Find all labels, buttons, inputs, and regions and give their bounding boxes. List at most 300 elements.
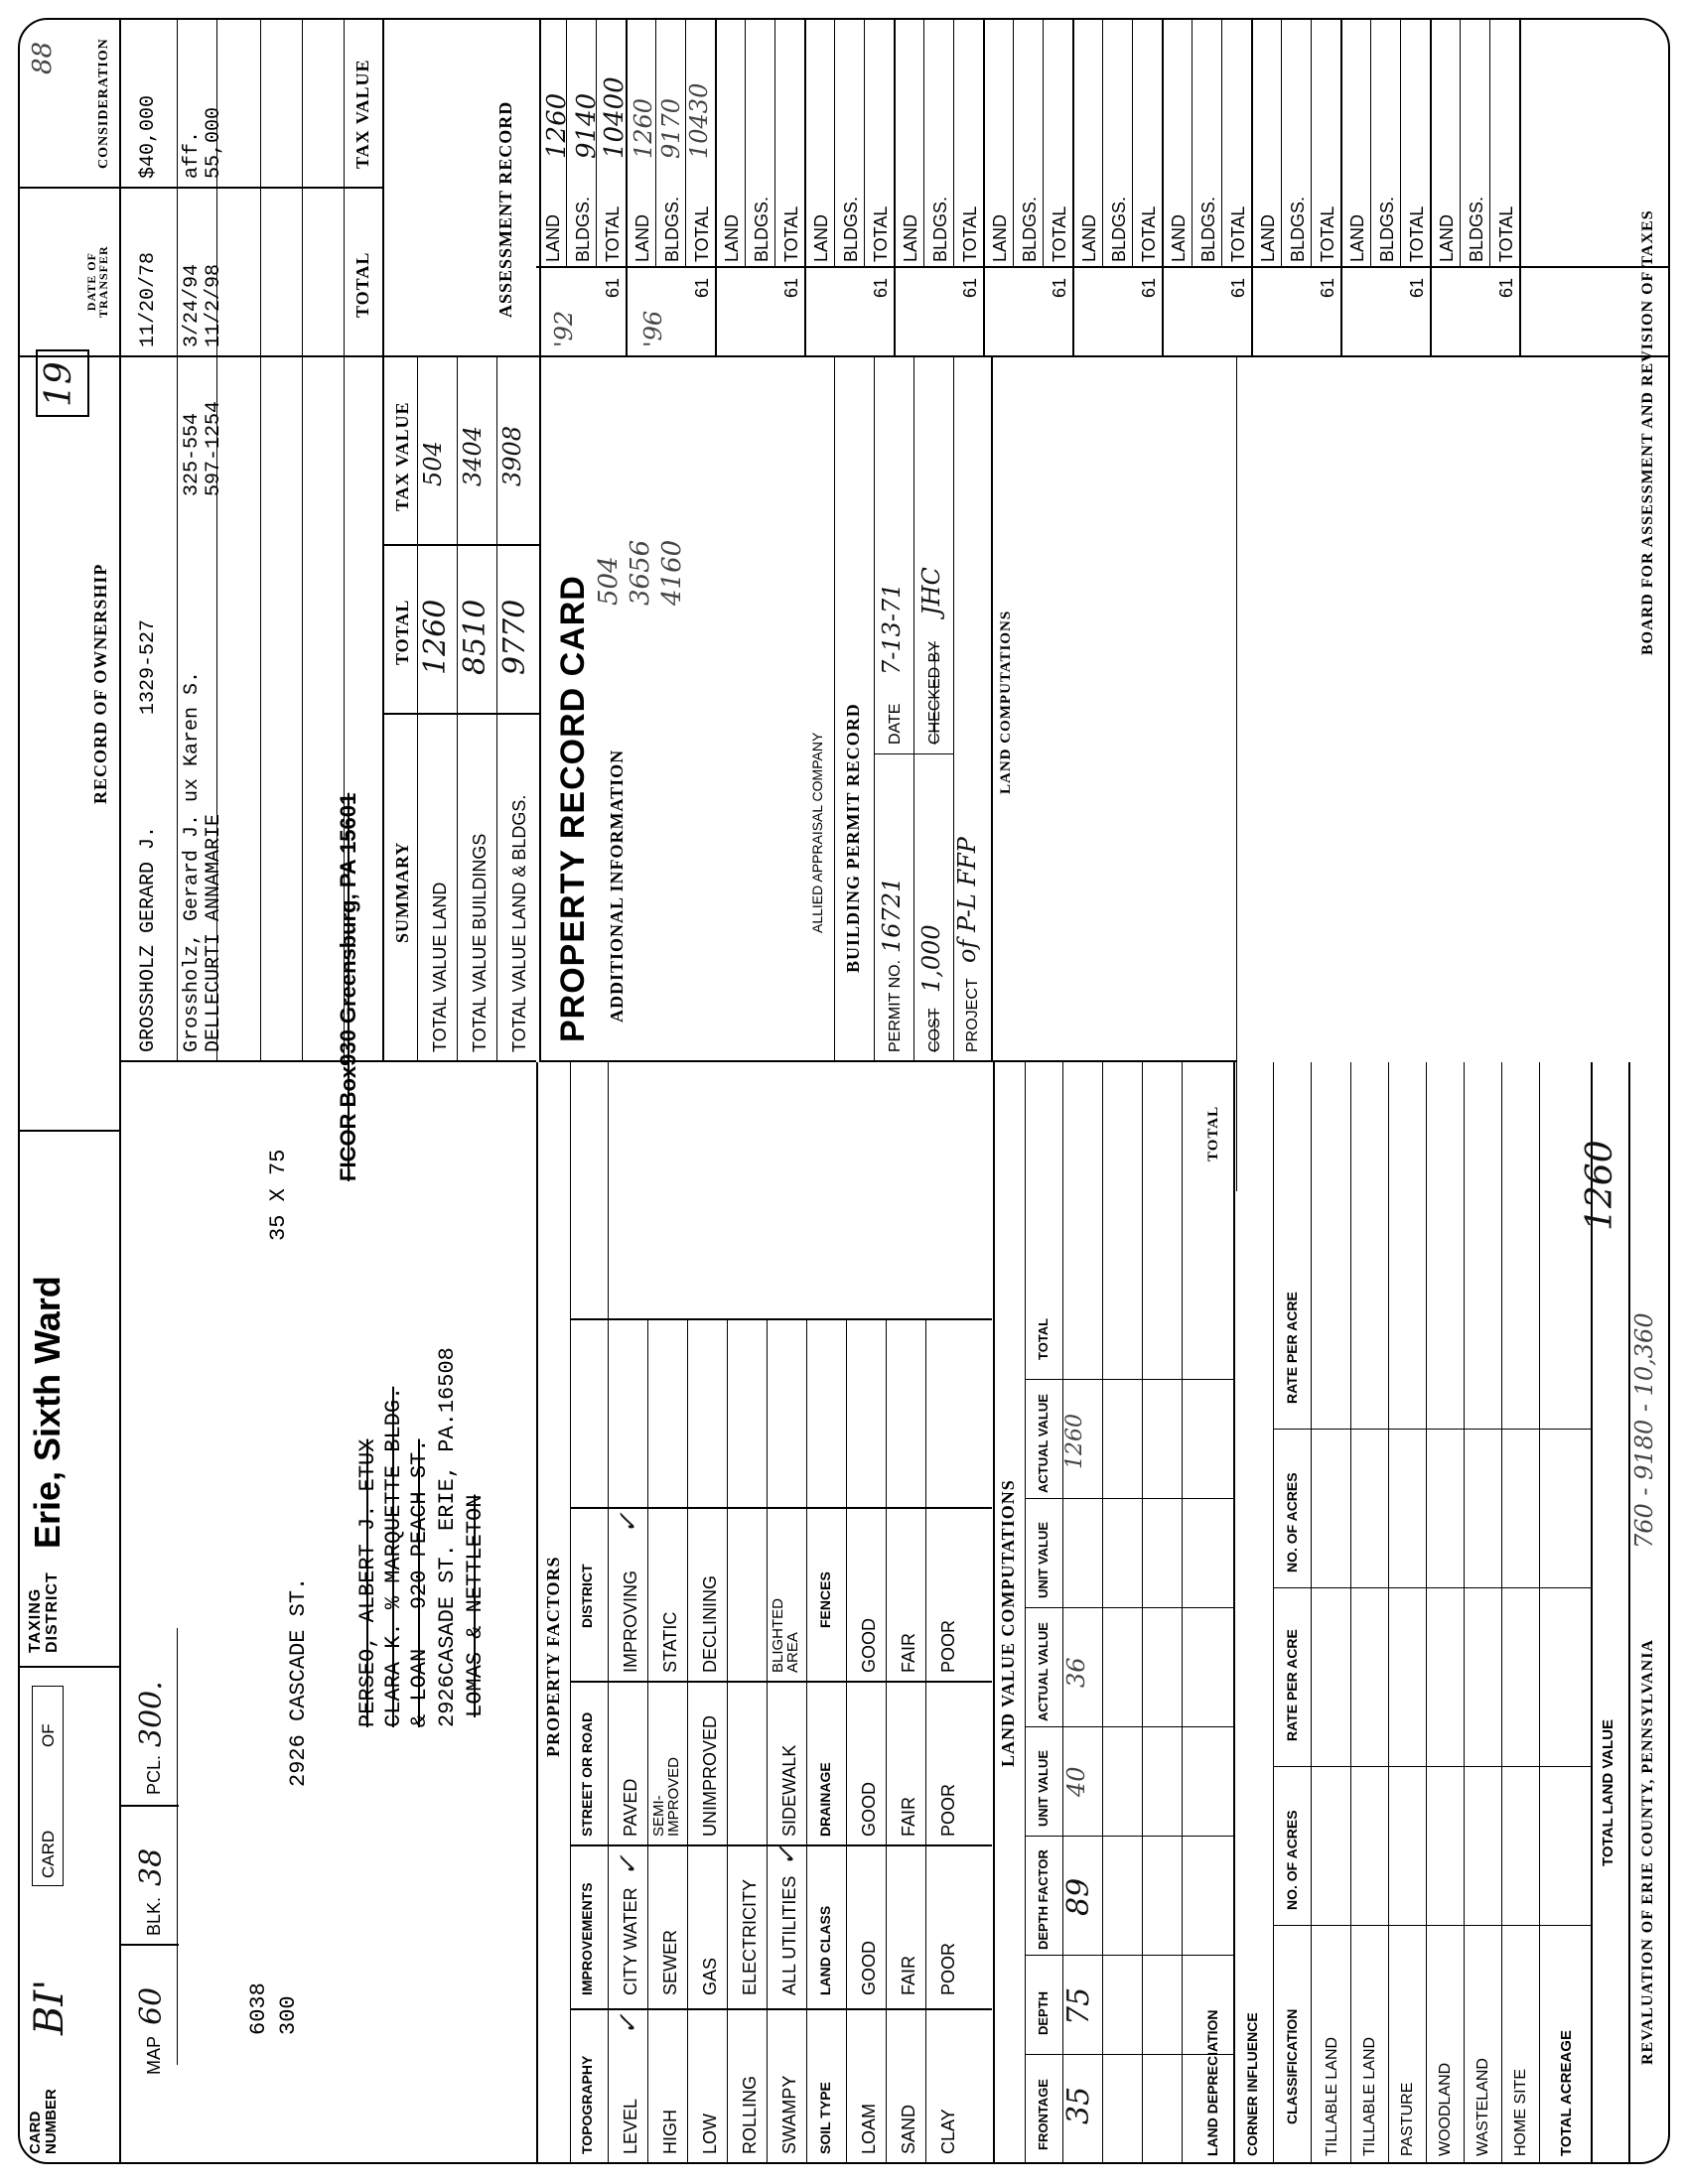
assess-total-9: TOTAL bbox=[1318, 205, 1337, 262]
summary-tax-header: TAX VALUE bbox=[392, 401, 412, 511]
class-woodland: WOODLAND bbox=[1437, 2062, 1454, 2156]
assess-bldg-3: BLDGS. bbox=[752, 196, 772, 262]
owner-row3-book: 597-1254 bbox=[203, 400, 225, 496]
assess-bldg-2: BLDGS. bbox=[662, 196, 682, 262]
summary-total-header: TOTAL bbox=[392, 599, 412, 665]
assess-l8 bbox=[864, 20, 865, 268]
lv-col2 bbox=[1025, 1955, 1233, 1956]
assess-b2 bbox=[715, 20, 717, 357]
assess-l21 bbox=[1460, 20, 1461, 268]
lv-row5 bbox=[1273, 1062, 1274, 2164]
acre-col4 bbox=[1273, 1429, 1591, 1430]
parcel-code-2: 300 bbox=[276, 1995, 301, 2035]
assess-total-4: TOTAL bbox=[871, 205, 891, 262]
lv-header-actual-value-2: ACTUAL VALUE bbox=[1036, 1394, 1051, 1493]
factor-electricity: ELECTRICITY bbox=[740, 1878, 760, 1995]
assessment-val-6: 10430 bbox=[685, 82, 713, 159]
acre-header-rate: RATE PER ACRE bbox=[1284, 1629, 1300, 1741]
soil-header-1: SOIL TYPE bbox=[817, 2082, 833, 2154]
lv-header-top bbox=[1025, 1062, 1026, 2164]
soil-drain-poor: POOR bbox=[938, 1783, 958, 1837]
additional-info-label: ADDITIONAL INFORMATION bbox=[607, 749, 627, 1023]
owner-row2-name: Grossholz, Gerard J. ux Karen S. bbox=[181, 670, 204, 1052]
summary-both-tax: 3908 bbox=[498, 425, 526, 486]
assess-bldg-8: BLDGS. bbox=[1198, 196, 1218, 262]
acre-header-acres: NO. OF ACRES bbox=[1284, 1810, 1300, 1910]
summary-bldg-label: TOTAL VALUE BUILDINGS bbox=[470, 833, 490, 1052]
assess-l13 bbox=[1102, 20, 1103, 268]
assess-b10 bbox=[1430, 20, 1432, 357]
building-permit-title: BUILDING PERMIT RECORD bbox=[843, 703, 863, 973]
property-factors-title: PROPERTY FACTORS bbox=[543, 1556, 563, 1757]
assess-b7 bbox=[1162, 20, 1164, 357]
lv-row3 bbox=[1182, 1062, 1183, 2164]
lv-header-unit-value: UNIT VALUE bbox=[1036, 1749, 1051, 1827]
assess-land-7: LAND bbox=[1079, 213, 1099, 262]
soil-sand: SAND bbox=[899, 2104, 918, 2154]
cost-label: COST bbox=[926, 1008, 943, 1052]
acre-r5 bbox=[1501, 1062, 1502, 2164]
assess-land-4: LAND bbox=[811, 213, 831, 262]
assessment-val-1: 1260 bbox=[542, 92, 572, 159]
class-wasteland: WASTELAND bbox=[1474, 2058, 1491, 2156]
factor-high: HIGH bbox=[660, 2110, 680, 2154]
soil-fence-good: GOOD bbox=[859, 1617, 879, 1673]
assess-b5 bbox=[983, 20, 985, 357]
summary-land-label: TOTAL VALUE LAND bbox=[430, 882, 450, 1052]
factors-bottom bbox=[993, 1062, 995, 2164]
assess-l15 bbox=[1192, 20, 1193, 268]
lot-size: 35 X 75 bbox=[266, 1149, 291, 1241]
assess-l2 bbox=[596, 20, 597, 268]
assess-l16 bbox=[1221, 20, 1222, 268]
lv-header-actual-value: ACTUAL VALUE bbox=[1036, 1622, 1051, 1721]
header-divider-v2 bbox=[20, 1130, 119, 1132]
assess-land-3: LAND bbox=[722, 213, 742, 262]
assess-l5 bbox=[745, 20, 746, 268]
permit-line-1 bbox=[874, 357, 875, 1062]
header-divider-v bbox=[20, 1666, 119, 1668]
assess-land-10: LAND bbox=[1347, 213, 1367, 262]
parcel-underline bbox=[177, 1628, 178, 2065]
check-level: ✓ bbox=[614, 2013, 643, 2035]
project-value: of P-L FFP bbox=[953, 837, 981, 963]
soil-header-2: LAND CLASS bbox=[817, 1905, 833, 1995]
lv-row1 bbox=[1102, 1062, 1103, 2164]
assess-l12 bbox=[1043, 20, 1044, 268]
factor-all-utilities: ALL UTILITIES bbox=[779, 1875, 799, 1995]
assessment-year-2: '96 bbox=[639, 310, 667, 347]
factor-unimproved: UNIMPROVED bbox=[700, 1714, 720, 1837]
ownership-row-5 bbox=[344, 20, 345, 1062]
ownership-title: RECORD OF OWNERSHIP bbox=[90, 563, 110, 804]
lv-col6 bbox=[1025, 1498, 1233, 1499]
ownership-row-4 bbox=[302, 20, 303, 1062]
owner-struck-1: PERSEO, ALBERT J. ETUX bbox=[355, 1438, 380, 1727]
property-record-title: PROPERTY RECORD CARD bbox=[554, 575, 592, 1042]
assess-total-3: TOTAL bbox=[781, 205, 801, 262]
assess-l3 bbox=[655, 20, 656, 268]
assessment-left-border bbox=[382, 355, 1668, 357]
appraisal-company: ALLIED APPRAISAL COMPANY bbox=[809, 732, 825, 933]
assess-land-6: LAND bbox=[990, 213, 1010, 262]
checked-by-value: JHC bbox=[917, 567, 945, 615]
assess-l10 bbox=[953, 20, 954, 268]
assess-total-6: TOTAL bbox=[1050, 205, 1069, 262]
of-label: OF bbox=[39, 1723, 58, 1747]
soil-header-3: DRAINAGE bbox=[817, 1762, 833, 1837]
class-home-site: HOME SITE bbox=[1512, 2068, 1529, 2156]
assessment-val-2: 9140 bbox=[572, 92, 602, 159]
factor-semi-improved: SEMI- IMPROVED bbox=[650, 1756, 682, 1837]
acre-header-rate-2: RATE PER ACRE bbox=[1284, 1292, 1300, 1404]
acre-r3 bbox=[1426, 1062, 1427, 2164]
lv-row2 bbox=[1142, 1062, 1143, 2164]
factors-r1 bbox=[647, 1320, 648, 2164]
total-land-value-bottom bbox=[1628, 1062, 1630, 2164]
assess-total-11: TOTAL bbox=[1496, 205, 1516, 262]
project-label: PROJECT bbox=[964, 978, 981, 1052]
owner-struck-bottom: LOMAS & NETTLETON bbox=[463, 1494, 488, 1717]
blk-value: 38 bbox=[134, 1847, 169, 1886]
soil-land-fair: FAIR bbox=[899, 1955, 918, 1995]
assess-l20 bbox=[1400, 20, 1401, 268]
lv-col7 bbox=[1025, 1379, 1233, 1380]
summary-both-total: 9770 bbox=[497, 599, 532, 675]
factor-header-4: DISTRICT bbox=[579, 1564, 595, 1628]
factors-col4 bbox=[570, 1507, 992, 1509]
pcl-value: 300. bbox=[134, 1681, 169, 1747]
summary-bottom bbox=[539, 20, 541, 1062]
factors-header-line bbox=[570, 1062, 571, 2164]
assess-l18 bbox=[1311, 20, 1312, 268]
soil-land-good: GOOD bbox=[859, 1940, 879, 1995]
total-land-value-label: TOTAL LAND VALUE bbox=[1600, 1718, 1616, 1866]
lv-unit-value: 40 bbox=[1062, 1766, 1090, 1797]
owner-row1-date: 11/20/78 bbox=[137, 251, 160, 347]
assess-total-7: TOTAL bbox=[1139, 205, 1159, 262]
acre-col3 bbox=[1273, 1587, 1591, 1588]
assess-year-8: 61 bbox=[1228, 277, 1248, 298]
assess-l14 bbox=[1132, 20, 1133, 268]
factors-r2 bbox=[687, 1320, 688, 2164]
assess-bldg-11: BLDGS. bbox=[1467, 196, 1486, 262]
owner-struck-2: CLARA K. % MARQUETTE BLDG. bbox=[381, 1386, 406, 1727]
factors-r6 bbox=[846, 1320, 847, 2164]
additional-val-2: 3656 bbox=[626, 539, 655, 606]
permit-date-value: 7-13-71 bbox=[878, 583, 906, 675]
land-depreciation-label: LAND DEPRECIATION bbox=[1204, 2009, 1220, 2156]
assessment-title: ASSESSMENT RECORD bbox=[495, 100, 515, 318]
assess-b8 bbox=[1251, 20, 1253, 357]
acre-header-class: CLASSIFICATION bbox=[1284, 2008, 1300, 2124]
assess-total-1: TOTAL bbox=[603, 205, 623, 262]
factors-col3 bbox=[570, 1681, 992, 1683]
parcel-div2 bbox=[119, 1805, 179, 1807]
assess-l17 bbox=[1281, 20, 1282, 268]
factor-static: STATIC bbox=[660, 1611, 680, 1673]
assess-bldg-7: BLDGS. bbox=[1109, 196, 1129, 262]
assess-b4 bbox=[894, 20, 896, 357]
additional-val-3: 4160 bbox=[657, 539, 687, 606]
assess-total-5: TOTAL bbox=[960, 205, 980, 262]
assess-total-10: TOTAL bbox=[1407, 205, 1427, 262]
ownership-left-border bbox=[119, 1060, 536, 1062]
acre-r6 bbox=[1539, 1062, 1540, 2164]
summary-row1-line bbox=[457, 357, 458, 1062]
assess-year-6: 61 bbox=[1050, 277, 1069, 298]
soil-clay: CLAY bbox=[938, 2109, 958, 2154]
acre-header-acres-2: NO. OF ACRES bbox=[1284, 1472, 1300, 1572]
assess-bldg-5: BLDGS. bbox=[930, 196, 950, 262]
corner-influence-label: CORNER INFLUENCE bbox=[1244, 2012, 1260, 2156]
soil-land-poor: POOR bbox=[938, 1942, 958, 1995]
assess-b1 bbox=[626, 20, 628, 357]
owner-struck-rotated: FICOR Box930 Greensburg, PA 15601 bbox=[336, 792, 360, 1181]
assess-l6 bbox=[774, 20, 775, 268]
assess-land-8: LAND bbox=[1169, 213, 1189, 262]
blk-label: BLK. bbox=[144, 1896, 164, 1936]
soil-drain-fair: FAIR bbox=[899, 1796, 918, 1837]
assess-bldg-6: BLDGS. bbox=[1020, 196, 1040, 262]
assess-b9 bbox=[1340, 20, 1342, 357]
summary-both-label: TOTAL VALUE LAND & BLDGS. bbox=[509, 794, 529, 1052]
assess-total-2: TOTAL bbox=[692, 205, 712, 262]
factors-r5 bbox=[806, 1320, 807, 2164]
ownership-consid-header: CONSIDERATION bbox=[96, 38, 111, 169]
soil-header-4: FENCES bbox=[817, 1571, 833, 1628]
summary-bldg-total: 8510 bbox=[458, 599, 492, 675]
land-comp-total: TOTAL bbox=[1205, 1105, 1221, 1161]
summary-land-tax: 504 bbox=[419, 441, 447, 486]
factor-gas: GAS bbox=[700, 1957, 720, 1995]
assess-land-1: LAND bbox=[543, 213, 563, 262]
taxing-district-label: TAXING DISTRICT bbox=[27, 1571, 61, 1653]
ownership-consid-col bbox=[20, 187, 382, 189]
summary-title: SUMMARY bbox=[392, 841, 412, 943]
factors-r3 bbox=[727, 1320, 728, 2164]
card-number-value: BI' bbox=[27, 1979, 72, 2035]
assess-l19 bbox=[1370, 20, 1371, 268]
parcel-div1 bbox=[119, 1944, 179, 1946]
acre-r4 bbox=[1464, 1062, 1465, 2164]
owner-row1-book: 1329-527 bbox=[137, 618, 160, 715]
ownership-date-header: DATE OF TRANSFER bbox=[84, 245, 110, 318]
factors-col1 bbox=[570, 2008, 992, 2010]
class-tillable-2: TILLABLE LAND bbox=[1361, 2036, 1378, 2156]
assess-year-11: 61 bbox=[1496, 277, 1516, 298]
assess-year-2: 61 bbox=[692, 277, 712, 298]
pcl-label: PCL. bbox=[144, 1754, 164, 1795]
lv-header-depth: DEPTH bbox=[1036, 1990, 1051, 2035]
corner-number: 88 bbox=[28, 41, 58, 74]
ownership-row-3 bbox=[260, 20, 261, 1062]
lv-col4 bbox=[1025, 1726, 1233, 1727]
factor-low: LOW bbox=[700, 2113, 720, 2154]
assess-land-5: LAND bbox=[901, 213, 920, 262]
class-pasture: PASTURE bbox=[1399, 2082, 1416, 2156]
land-computations-title: LAND COMPUTATIONS bbox=[998, 610, 1014, 794]
check-improving: ✓ bbox=[614, 1512, 643, 1534]
owner-current: 2926CASADE ST. ERIE, PA.16508 bbox=[435, 1347, 460, 1727]
lv-row6 bbox=[1311, 1062, 1312, 2164]
owner-row2-consid: aff. bbox=[181, 130, 204, 179]
lv-col1 bbox=[1025, 2054, 1233, 2055]
soil-fence-poor: POOR bbox=[938, 1619, 958, 1673]
permit-date-label: DATE bbox=[887, 703, 904, 745]
summary-land-total: 1260 bbox=[418, 599, 453, 675]
assess-b3 bbox=[804, 20, 806, 357]
factor-improving: IMPROVING bbox=[621, 1570, 640, 1673]
parcel-code-1: 6038 bbox=[246, 1982, 271, 2035]
footer-left: REVALUATION OF ERIE COUNTY, PENNSYLVANIA bbox=[1639, 1639, 1656, 2065]
lv-frontage: 35 bbox=[1061, 2086, 1096, 2124]
soil-drain-good: GOOD bbox=[859, 1781, 879, 1837]
assess-year-5: 61 bbox=[960, 277, 980, 298]
check-all-utilities: ✓ bbox=[772, 1844, 802, 1866]
owner-row3-consid: 55,000 bbox=[203, 106, 225, 179]
permit-bottom bbox=[991, 357, 993, 1062]
acre-r1 bbox=[1350, 1062, 1351, 2164]
parcel-address: 2926 CASCADE ST. bbox=[286, 1576, 311, 1787]
acre-r2 bbox=[1388, 1062, 1389, 2164]
assess-b6 bbox=[1072, 20, 1074, 357]
factor-header-2: IMPROVEMENTS bbox=[579, 1882, 595, 1995]
card-box-value: 19 bbox=[39, 361, 79, 407]
owner-row2-date: 3/24/94 bbox=[181, 263, 204, 347]
assess-land-2: LAND bbox=[632, 213, 652, 262]
assess-year-1: 61 bbox=[603, 277, 623, 298]
owner-row3-name: DELLECURTI ANNAMARIE bbox=[203, 813, 225, 1052]
assessment-year-1: '92 bbox=[550, 310, 578, 347]
lv-row4 bbox=[1233, 1062, 1235, 2164]
summary-bldg-tax: 3404 bbox=[459, 425, 487, 486]
factor-header-3: STREET OR ROAD bbox=[579, 1711, 595, 1837]
factor-level: LEVEL bbox=[621, 2098, 640, 2154]
owner-struck-3: & LOAN - 920 PEACH ST. bbox=[407, 1438, 432, 1727]
owner-row3-date: 11/2/98 bbox=[203, 263, 225, 347]
lv-total-small: 1260 bbox=[1062, 1414, 1087, 1469]
lv-col3 bbox=[1025, 1836, 1233, 1837]
taxing-district-value: Erie, Sixth Ward bbox=[27, 1276, 68, 1549]
info-left-border bbox=[541, 1060, 1236, 1062]
factors-right bbox=[570, 1318, 992, 1320]
summary-row2-line bbox=[496, 357, 497, 1062]
assess-total-8: TOTAL bbox=[1228, 205, 1248, 262]
lv-header-depth-factor: DEPTH FACTOR bbox=[1036, 1849, 1051, 1950]
factor-rolling: ROLLING bbox=[740, 2075, 760, 2154]
assess-l9 bbox=[923, 20, 924, 268]
factor-header-1: TOPOGRAPHY bbox=[579, 2055, 595, 2154]
summary-tax-col bbox=[382, 544, 539, 546]
ownership-row-1 bbox=[177, 20, 178, 1062]
assess-year-3: 61 bbox=[781, 277, 801, 298]
assess-b11 bbox=[1519, 20, 1521, 357]
assess-bldg-1: BLDGS. bbox=[573, 196, 593, 262]
ownership-date-col bbox=[20, 355, 382, 357]
appraisal-line bbox=[834, 357, 835, 1062]
card-frame bbox=[18, 18, 1670, 2164]
assess-year-9: 61 bbox=[1318, 277, 1337, 298]
total-land-value-written: 1260 bbox=[1580, 1140, 1620, 1231]
assess-year-10: 61 bbox=[1407, 277, 1427, 298]
soil-fence-fair: FAIR bbox=[899, 1632, 918, 1673]
factors-headers-bottom bbox=[608, 1062, 609, 2164]
lv-depth: 75 bbox=[1061, 1986, 1096, 2025]
summary-total-col bbox=[382, 713, 539, 715]
factor-paved: PAVED bbox=[621, 1778, 640, 1837]
lv-header-frontage: FRONTAGE bbox=[1036, 2079, 1051, 2150]
card-number-label: CARD NUMBER bbox=[27, 2089, 60, 2154]
assess-l4 bbox=[685, 20, 686, 268]
lv-depth-factor: 89 bbox=[1061, 1877, 1096, 1916]
soil-loam: LOAM bbox=[859, 2103, 879, 2154]
assess-land-9: LAND bbox=[1258, 213, 1278, 262]
factor-sidewalk: SIDEWALK bbox=[779, 1744, 799, 1837]
factor-declining: DECLINING bbox=[700, 1574, 720, 1673]
assess-bldg-10: BLDGS. bbox=[1377, 196, 1397, 262]
map-label: MAP bbox=[144, 2035, 164, 2075]
permit-no-value: 16721 bbox=[878, 877, 906, 953]
assess-l1 bbox=[566, 20, 567, 268]
checked-by-label: CHECKED BY bbox=[926, 640, 943, 745]
assess-year-7: 61 bbox=[1139, 277, 1159, 298]
footer-right: BOARD FOR ASSESSMENT AND REVISION OF TAXES bbox=[1639, 209, 1656, 655]
factor-city-water: CITY WATER bbox=[621, 1887, 640, 1995]
permit-mid-col bbox=[874, 753, 953, 754]
header-divider bbox=[119, 20, 121, 2164]
factors-r7 bbox=[886, 1320, 887, 2164]
map-value: 60 bbox=[134, 1986, 169, 2025]
factor-sewer: SEWER bbox=[660, 1929, 680, 1995]
permit-no-label: PERMIT NO. bbox=[887, 959, 904, 1052]
assess-l11 bbox=[1013, 20, 1014, 268]
assess-l7 bbox=[834, 20, 835, 268]
total-acreage-label: TOTAL ACREAGE bbox=[1558, 2030, 1575, 2156]
assess-bldg-4: BLDGS. bbox=[841, 196, 861, 262]
check-city-water: ✓ bbox=[614, 1854, 643, 1876]
assessment-val-4: 1260 bbox=[630, 97, 657, 159]
factors-top bbox=[536, 1062, 538, 2164]
factors-r8 bbox=[925, 1320, 926, 2164]
ownership-tax-header: TAX VALUE bbox=[352, 59, 372, 169]
lv-col5 bbox=[1025, 1607, 1233, 1608]
assessment-val-5: 9170 bbox=[657, 97, 685, 159]
factor-swampy: SWAMPY bbox=[779, 2075, 799, 2154]
assess-bldg-9: BLDGS. bbox=[1288, 196, 1308, 262]
owner-row1-consid: $40,000 bbox=[137, 94, 160, 179]
owner-row1-name: GROSSHOLZ GERARD J. bbox=[137, 825, 160, 1052]
assessment-val-3: 10400 bbox=[600, 76, 630, 159]
cost-value: 1,000 bbox=[917, 924, 945, 993]
assess-l22 bbox=[1489, 20, 1490, 268]
ownership-bottom bbox=[382, 20, 384, 1062]
assess-land-11: LAND bbox=[1437, 213, 1457, 262]
summary-header-line bbox=[417, 357, 418, 1062]
factor-blighted: BLIGHTED AREA bbox=[770, 1597, 801, 1673]
permit-line-2 bbox=[913, 357, 914, 1062]
lv-header-unit-value-2: UNIT VALUE bbox=[1036, 1521, 1051, 1598]
assess-year-4: 61 bbox=[871, 277, 891, 298]
owner-row2-book: 325-554 bbox=[181, 412, 204, 496]
lv-actual-value: 36 bbox=[1062, 1657, 1090, 1688]
class-tillable-1: TILLABLE LAND bbox=[1324, 2036, 1340, 2156]
ownership-total-header: TOTAL bbox=[352, 251, 372, 318]
acre-col1 bbox=[1273, 1925, 1591, 1926]
land-comp-header bbox=[1236, 357, 1237, 1191]
card-label: CARD bbox=[39, 1830, 58, 1878]
land-value-title: LAND VALUE COMPUTATIONS bbox=[998, 1479, 1018, 1767]
